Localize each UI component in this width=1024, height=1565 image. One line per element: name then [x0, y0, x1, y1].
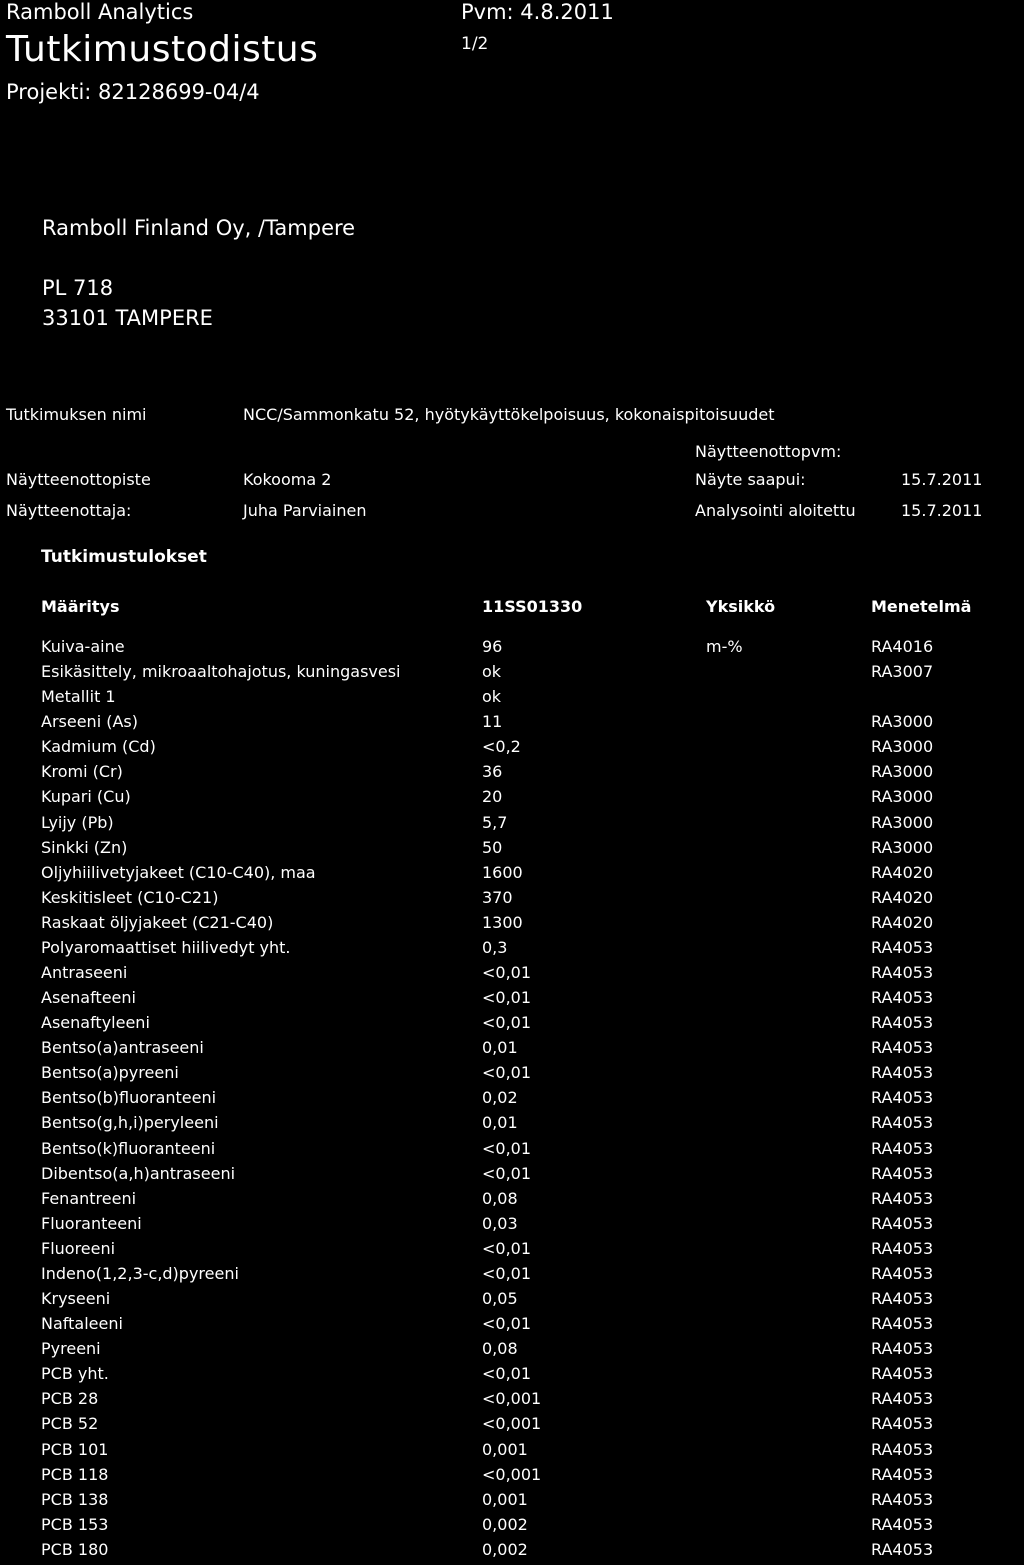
result-name: Metallit 1: [41, 687, 116, 707]
study-name-value: NCC/Sammonkatu 52, hyötykäyttökelpoisuus, kokonaispitoisuudet: [243, 405, 775, 424]
result-name: Fenantreeni: [41, 1188, 137, 1208]
result-value: 0,01: [482, 1113, 518, 1133]
result-method: RA4053: [871, 937, 934, 957]
result-method: RA3000: [871, 712, 934, 732]
result-value: <0,001: [482, 1464, 542, 1484]
result-name: Asenafteeni: [41, 988, 136, 1008]
column-header-unit: Yksikkö: [706, 597, 776, 616]
result-method: RA3000: [871, 762, 934, 782]
table-row: [0, 637, 1024, 662]
sample-arrived-label: Näyte saapui:: [695, 470, 806, 489]
result-name: Raskaat öljyjakeet (C21-C40): [41, 912, 274, 932]
result-name: Bentso(k)fluoranteeni: [41, 1138, 216, 1158]
result-value: <0,01: [482, 1263, 532, 1283]
table-row: [0, 712, 1024, 737]
sampling-date-label: Näytteenottopvm:: [695, 442, 842, 461]
result-value: 0,03: [482, 1213, 518, 1233]
result-value: ok: [482, 687, 502, 707]
table-row: [0, 1289, 1024, 1314]
result-name: Arseeni (As): [41, 712, 138, 732]
result-name: Pyreeni: [41, 1339, 101, 1359]
result-value: <0,01: [482, 1138, 532, 1158]
result-method: RA4053: [871, 1013, 934, 1033]
result-method: RA4053: [871, 1263, 934, 1283]
table-row: [0, 1164, 1024, 1189]
result-value: 0,05: [482, 1289, 518, 1309]
result-name: Bentso(b)fluoranteeni: [41, 1088, 217, 1108]
table-row: [0, 687, 1024, 712]
result-name: PCB yht.: [41, 1364, 109, 1384]
column-header-determination: Määritys: [41, 597, 120, 616]
result-name: PCB 180: [41, 1539, 109, 1559]
result-method: RA4053: [871, 1339, 934, 1359]
result-name: Esikäsittely, mikroaaltohajotus, kuningasvesi: [41, 662, 401, 682]
result-name: Antraseeni: [41, 963, 128, 983]
table-row: [0, 737, 1024, 762]
result-method: RA4020: [871, 912, 934, 932]
result-value: <0,01: [482, 1238, 532, 1258]
result-method: RA4053: [871, 988, 934, 1008]
result-method: RA4016: [871, 637, 934, 656]
result-method: RA4053: [871, 963, 934, 983]
result-method: RA4053: [871, 1439, 934, 1459]
result-name: Kuiva-aine: [41, 637, 125, 656]
column-header-method: Menetelmä: [871, 597, 972, 616]
table-row: [0, 863, 1024, 888]
result-method: RA3000: [871, 737, 934, 757]
result-method: RA4053: [871, 1113, 934, 1133]
result-name: Kromi (Cr): [41, 762, 123, 782]
result-value: 5,7: [482, 812, 508, 832]
result-value: 96: [482, 637, 503, 656]
table-row: [0, 913, 1024, 938]
table-row: [0, 662, 1024, 687]
result-method: RA4053: [871, 1038, 934, 1058]
sampler-label: Näytteenottaja:: [6, 501, 132, 520]
result-unit: m-%: [706, 637, 743, 656]
table-row: [0, 838, 1024, 863]
document-date: Pvm: 4.8.2011: [461, 0, 614, 24]
recipient-name: Ramboll Finland Oy, /Tampere: [42, 216, 356, 240]
project-number: Projekti: 82128699-04/4: [6, 80, 260, 104]
result-name: PCB 138: [41, 1489, 109, 1509]
analysis-started-label: Analysointi aloitettu: [695, 501, 856, 520]
result-name: PCB 28: [41, 1389, 99, 1409]
result-method: RA4053: [871, 1464, 934, 1484]
result-method: RA4053: [871, 1188, 934, 1208]
result-method: RA4053: [871, 1314, 934, 1334]
table-row: [0, 1440, 1024, 1465]
result-value: 0,08: [482, 1188, 518, 1208]
result-value: <0,01: [482, 1063, 532, 1083]
result-name: PCB 118: [41, 1464, 109, 1484]
result-name: Keskitisleet (C10-C21): [41, 887, 219, 907]
result-name: PCB 153: [41, 1514, 109, 1534]
result-value: 0,3: [482, 937, 508, 957]
result-method: RA3000: [871, 787, 934, 807]
result-name: Naftaleeni: [41, 1314, 123, 1334]
result-method: RA4053: [871, 1238, 934, 1258]
result-name: Bentso(g,h,i)peryleeni: [41, 1113, 219, 1133]
result-method: RA4053: [871, 1414, 934, 1434]
result-method: RA4053: [871, 1364, 934, 1384]
result-value: <0,01: [482, 1314, 532, 1334]
table-row: [0, 1339, 1024, 1364]
result-name: Bentso(a)antraseeni: [41, 1038, 204, 1058]
table-row: [0, 963, 1024, 988]
table-row: [0, 1139, 1024, 1164]
result-name: Lyijy (Pb): [41, 812, 114, 832]
result-name: PCB 101: [41, 1439, 109, 1459]
table-row: [0, 1038, 1024, 1063]
result-value: <0,01: [482, 1013, 532, 1033]
result-method: RA4053: [871, 1163, 934, 1183]
table-row: [0, 1214, 1024, 1239]
result-method: RA3000: [871, 812, 934, 832]
results-section-title: Tutkimustulokset: [41, 547, 207, 567]
results-table: [0, 637, 1024, 1565]
result-method: RA4053: [871, 1489, 934, 1509]
sample-arrived-value: 15.7.2011: [901, 470, 983, 489]
result-method: RA4053: [871, 1213, 934, 1233]
result-method: RA4053: [871, 1063, 934, 1083]
table-row: [0, 1314, 1024, 1339]
result-value: <0,01: [482, 1364, 532, 1384]
result-name: PCB 52: [41, 1414, 99, 1434]
result-method: RA4053: [871, 1289, 934, 1309]
result-value: 0,001: [482, 1439, 528, 1459]
table-row: [0, 1239, 1024, 1264]
result-name: Dibentso(a,h)antraseeni: [41, 1163, 236, 1183]
result-value: 0,002: [482, 1514, 528, 1534]
result-name: Indeno(1,2,3-c,d)pyreeni: [41, 1263, 239, 1283]
result-value: <0,001: [482, 1414, 542, 1434]
table-row: [0, 1189, 1024, 1214]
sampler-value: Juha Parviainen: [243, 501, 367, 520]
recipient-po-box: PL 718: [42, 276, 114, 300]
table-row: [0, 938, 1024, 963]
result-name: Kupari (Cu): [41, 787, 131, 807]
result-method: RA4053: [871, 1138, 934, 1158]
result-name: Asenaftyleeni: [41, 1013, 150, 1033]
table-row: [0, 1088, 1024, 1113]
result-value: 0,01: [482, 1038, 518, 1058]
result-value: 0,08: [482, 1339, 518, 1359]
result-method: RA4053: [871, 1389, 934, 1409]
table-row: [0, 762, 1024, 787]
result-value: <0,01: [482, 963, 532, 983]
result-value: ok: [482, 662, 502, 682]
result-value: 1600: [482, 862, 523, 882]
table-row: [0, 1389, 1024, 1414]
result-method: RA3007: [871, 662, 934, 682]
table-row: [0, 888, 1024, 913]
result-method: RA4020: [871, 887, 934, 907]
table-row: [0, 1490, 1024, 1515]
study-name-label: Tutkimuksen nimi: [6, 405, 147, 424]
sampling-site-value: Kokooma 2: [243, 470, 332, 489]
table-row: [0, 1113, 1024, 1138]
result-value: <0,01: [482, 1163, 532, 1183]
result-name: Fluoranteeni: [41, 1213, 142, 1233]
table-row: [0, 1515, 1024, 1540]
result-value: 0,002: [482, 1539, 528, 1559]
analysis-started-value: 15.7.2011: [901, 501, 983, 520]
result-value: 50: [482, 837, 503, 857]
result-method: RA4053: [871, 1088, 934, 1108]
result-value: <0,01: [482, 988, 532, 1008]
result-name: Sinkki (Zn): [41, 837, 128, 857]
result-value: <0,2: [482, 737, 521, 757]
result-value: 370: [482, 887, 513, 907]
table-row: [0, 988, 1024, 1013]
table-row: [0, 1264, 1024, 1289]
result-value: 20: [482, 787, 503, 807]
result-method: RA4053: [871, 1514, 934, 1534]
result-name: Kryseeni: [41, 1289, 111, 1309]
table-row: [0, 1013, 1024, 1038]
result-method: RA4053: [871, 1539, 934, 1559]
result-value: 11: [482, 712, 503, 732]
result-method: RA3000: [871, 837, 934, 857]
result-value: 0,02: [482, 1088, 518, 1108]
table-row: [0, 1540, 1024, 1565]
table-row: [0, 1364, 1024, 1389]
sampling-site-label: Näytteenottopiste: [6, 470, 151, 489]
table-row: [0, 813, 1024, 838]
result-value: <0,001: [482, 1389, 542, 1409]
result-value: 36: [482, 762, 503, 782]
result-name: Oljyhiilivetyjakeet (C10-C40), maa: [41, 862, 316, 882]
table-row: [0, 1465, 1024, 1490]
result-name: Kadmium (Cd): [41, 737, 156, 757]
table-row: [0, 1414, 1024, 1439]
result-name: Bentso(a)pyreeni: [41, 1063, 179, 1083]
result-name: Fluoreeni: [41, 1238, 116, 1258]
document-title: Tutkimustodistus: [6, 29, 319, 70]
result-method: RA4020: [871, 862, 934, 882]
result-value: 0,001: [482, 1489, 528, 1509]
result-value: 1300: [482, 912, 523, 932]
recipient-city: 33101 TAMPERE: [42, 306, 213, 330]
result-name: Polyaromaattiset hiilivedyt yht.: [41, 937, 291, 957]
page-number: 1/2: [461, 34, 489, 54]
table-row: [0, 1063, 1024, 1088]
table-row: [0, 787, 1024, 812]
column-header-sample: 11SS01330: [482, 597, 583, 616]
lab-brand: Ramboll Analytics: [6, 0, 194, 24]
